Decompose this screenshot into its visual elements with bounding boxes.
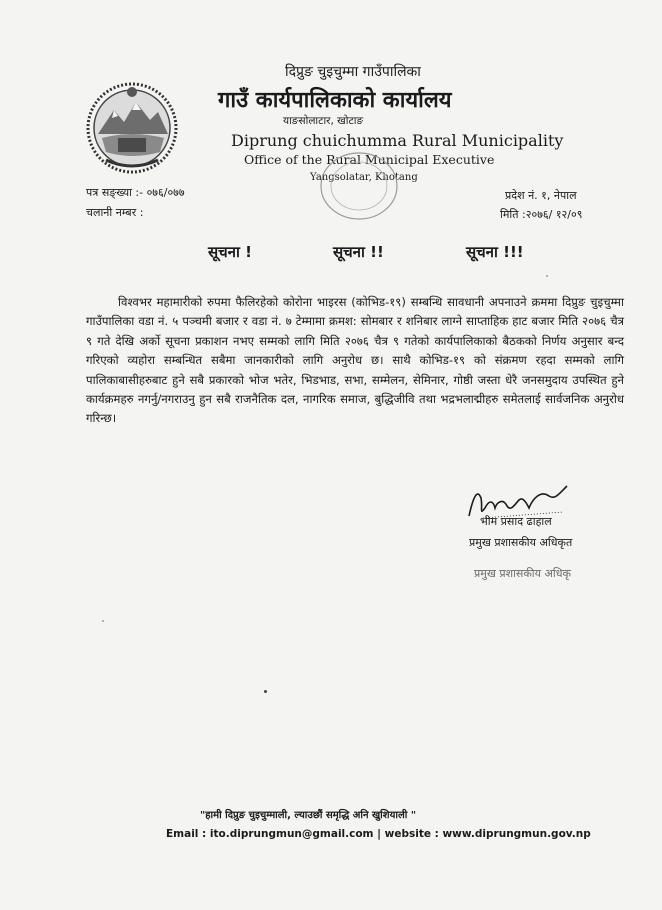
dispatch-number: चलानी नम्बर : <box>86 206 144 219</box>
address-nepali: याङसोलाटार, खोटाङ <box>283 115 364 127</box>
province-label: प्रदेश नं. १, नेपाल <box>505 189 577 202</box>
notice-heading-1: सूचना ! <box>208 243 252 261</box>
office-title-english: Office of the Rural Municipal Executive <box>244 152 495 167</box>
municipality-name-nepali: दिप्रुङ चुइचुम्मा गाउँपालिका <box>285 64 421 80</box>
reference-number: पत्र सङ्ख्या :- ०७६/०७७ <box>86 186 185 199</box>
footer-contact: Email : ito.diprungmun@gmail.com | website : www.diprungmun.gov.np <box>166 828 591 840</box>
scan-speck <box>546 275 548 277</box>
signatory-name: भीम प्रसाद ढाहाल <box>480 515 552 528</box>
scan-speck <box>102 620 104 622</box>
letter-date: मिति :२०७६/ १२/०९ <box>500 208 583 221</box>
signatory-title: प्रमुख प्रशासकीय अधिकृत <box>469 536 573 549</box>
notice-body-paragraph: विश्वभर महामारीको रुपमा फैलिरहेको कोरोना भाइरस (कोभिड-१९) सम्बन्धि सावधानी अपनाउने क्रममा दिप्रुङ चुइचुम्मा गाउँपालिका वडा नं. ५ पञ्चमी बजार र वडा नं. ७ टेम्मामा क्रमश: सोमबार र शनिबार लाग्ने साप्ताहिक हाट बजार मिति २०७६ चैत्र ९ गते देखि अर्को सूचना प्रकाशन नभए सम्मको लागि मिति २०७६ चैत्र ९ गतेको कार्यपालिकाको बैठकको निर्णय अनुसार बन्द गरिएको व्यहोरा सम्बन्धित सबैमा जानकारीको लागि अनुरोध छ। साथै कोभिड-१९ को संक्रमण रहदा सम्मको लागि पालिकाबासीहरुबाट हुने सबै प्रकारको भोज भतेर, भिडभाड, सभा, सम्मेलन, सेमिनार, गोष्ठी जस्ता धेरै जनसमुदाय उपस्थित हुने कार्यक्रमहरु नगर्नु/नगराउनु हुन सबै राजनैतिक दल, नागरिक समाज, बुद्धिजीवि तथा भद्रभलाद्मीहरु समेतलाई सार्वजनिक अनुरोध गरिन्छ। <box>86 295 624 426</box>
notice-heading-3: सूचना !!! <box>466 243 524 261</box>
footer-slogan: "हामी दिप्रुङ चुइचुम्माली, ल्याउछौं समृद्धि अनि खुशियाली " <box>200 810 417 821</box>
address-english: Yangsolatar, Khotang <box>310 172 418 183</box>
office-seal-stamp <box>318 150 400 222</box>
signatory-stamp-title: प्रमुख प्रशासकीय अधिकृ <box>474 567 571 580</box>
office-title-nepali: गाउँ कार्यपालिकाको कार्यालय <box>218 88 452 113</box>
notice-heading-2: सूचना !! <box>333 243 384 261</box>
scan-speck <box>264 690 267 693</box>
nepal-emblem-logo <box>84 80 180 176</box>
municipality-name-english: Diprung chuichumma Rural Municipality <box>231 131 564 150</box>
